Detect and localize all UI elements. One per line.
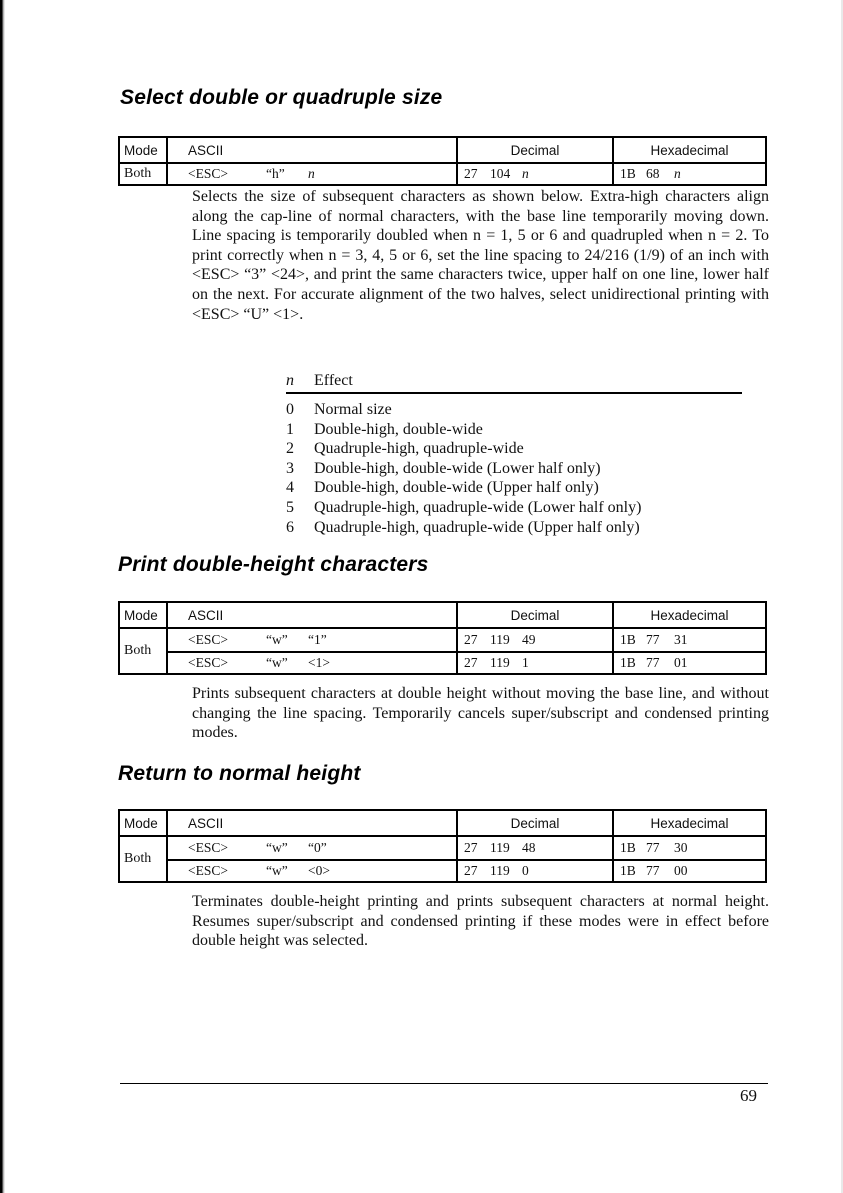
header-ascii: ASCII bbox=[166, 811, 456, 835]
ascii-cell bbox=[166, 629, 456, 651]
effect-row bbox=[286, 459, 742, 479]
effect-list bbox=[286, 400, 742, 537]
decimal-cell bbox=[456, 629, 612, 651]
hex-cell bbox=[612, 861, 765, 881]
header-decimal: Decimal bbox=[456, 603, 612, 627]
ascii-cell bbox=[166, 861, 456, 881]
effect-n: 6 bbox=[286, 518, 294, 536]
table-row bbox=[120, 162, 765, 184]
effect-n: 3 bbox=[286, 459, 294, 477]
table-header-row bbox=[120, 603, 765, 627]
ascii-token: “0” bbox=[308, 840, 327, 855]
header-mode: Mode bbox=[124, 142, 158, 158]
mode-cell: Both bbox=[124, 166, 152, 181]
description-normal-height: Terminates double-height printing and prints subsequent characters at normal height. Resumes super/subscript and condensed printing if these modes were in effect before double height was selected. bbox=[192, 893, 769, 950]
decimal-cell bbox=[456, 653, 612, 673]
table-row bbox=[166, 837, 765, 859]
decimal-token: 104 bbox=[490, 166, 511, 181]
decimal-token: 27 bbox=[464, 632, 478, 647]
hex-token: 1B bbox=[620, 632, 636, 647]
hex-cell bbox=[612, 837, 765, 859]
decimal-token: 49 bbox=[522, 632, 536, 647]
effect-text: Quadruple-high, quadruple-wide (Lower half only) bbox=[314, 498, 642, 516]
effect-n: 5 bbox=[286, 498, 294, 516]
section-heading-size: Select double or quadruple size bbox=[120, 86, 443, 109]
effect-n: 2 bbox=[286, 440, 294, 458]
ascii-token: “h” bbox=[266, 166, 285, 181]
header-mode: Mode bbox=[124, 607, 158, 623]
decimal-cell bbox=[456, 861, 612, 881]
decimal-token: 119 bbox=[490, 655, 510, 670]
effect-n: 1 bbox=[286, 420, 294, 438]
effect-row bbox=[286, 420, 742, 440]
ascii-cell bbox=[166, 837, 456, 859]
ascii-token: n bbox=[308, 166, 315, 181]
effect-table bbox=[286, 372, 742, 537]
effect-header-n: n bbox=[286, 372, 294, 389]
scan-edge bbox=[0, 0, 5, 1193]
ascii-cell bbox=[166, 653, 456, 673]
hex-token: 1B bbox=[620, 655, 636, 670]
ascii-token: <ESC> bbox=[188, 840, 228, 855]
hex-token: 1B bbox=[620, 166, 636, 181]
hex-token: 77 bbox=[646, 632, 660, 647]
hex-token: 1B bbox=[620, 840, 636, 855]
decimal-token: n bbox=[522, 166, 529, 181]
command-table-double-height bbox=[118, 601, 767, 675]
effect-table-header bbox=[286, 372, 742, 394]
ascii-token: “w” bbox=[266, 655, 288, 670]
ascii-token: “w” bbox=[266, 863, 288, 878]
effect-row bbox=[286, 498, 742, 518]
table-body bbox=[120, 627, 765, 673]
table-rows bbox=[166, 629, 765, 673]
header-hexadecimal: Hexadecimal bbox=[612, 138, 765, 162]
hex-token: 31 bbox=[674, 632, 688, 647]
ascii-token: <ESC> bbox=[188, 863, 228, 878]
mode-cell: Both bbox=[124, 851, 152, 866]
page-number: 69 bbox=[740, 1086, 757, 1105]
table-row bbox=[166, 629, 765, 651]
effect-row bbox=[286, 400, 742, 420]
header-hexadecimal: Hexadecimal bbox=[612, 603, 765, 627]
section-heading-normal-height: Return to normal height bbox=[118, 762, 361, 785]
decimal-token: 1 bbox=[522, 655, 529, 670]
command-table-normal-height bbox=[118, 809, 767, 883]
table-row bbox=[166, 651, 765, 673]
decimal-cell bbox=[456, 164, 612, 184]
hex-token: 77 bbox=[646, 840, 660, 855]
header-mode: Mode bbox=[124, 815, 158, 831]
effect-row bbox=[286, 478, 742, 498]
table-rows bbox=[166, 837, 765, 881]
decimal-token: 27 bbox=[464, 655, 478, 670]
description-double-height: Prints subsequent characters at double height without moving the base line, and without changing the line spacing. Temporarily cancels super/subscript and condensed printing modes. bbox=[192, 685, 769, 742]
ascii-token: <ESC> bbox=[188, 632, 228, 647]
hex-token: 00 bbox=[674, 863, 688, 878]
hex-cell bbox=[612, 629, 765, 651]
header-ascii: ASCII bbox=[166, 138, 456, 162]
hex-token: n bbox=[674, 166, 681, 181]
effect-text: Double-high, double-wide (Lower half only) bbox=[314, 459, 601, 477]
effect-text: Quadruple-high, quadruple-wide bbox=[314, 440, 524, 458]
header-decimal: Decimal bbox=[456, 138, 612, 162]
ascii-cell bbox=[166, 164, 456, 184]
table-header-row bbox=[120, 811, 765, 835]
effect-text: Normal size bbox=[314, 401, 392, 418]
header-hexadecimal: Hexadecimal bbox=[612, 811, 765, 835]
effect-row bbox=[286, 518, 742, 538]
decimal-token: 119 bbox=[490, 863, 510, 878]
effect-text: Quadruple-high, quadruple-wide (Upper half only) bbox=[314, 518, 640, 536]
effect-text: Double-high, double-wide (Upper half only) bbox=[314, 479, 599, 497]
hex-token: 77 bbox=[646, 655, 660, 670]
header-ascii: ASCII bbox=[166, 603, 456, 627]
ascii-token: “1” bbox=[308, 632, 327, 647]
section-heading-double-height: Print double-height characters bbox=[118, 553, 429, 576]
ascii-token: “w” bbox=[266, 632, 288, 647]
effect-row bbox=[286, 439, 742, 459]
decimal-token: 27 bbox=[464, 166, 478, 181]
command-table-size bbox=[118, 136, 767, 186]
footer-rule bbox=[120, 1083, 768, 1084]
decimal-token: 0 bbox=[522, 863, 529, 878]
hex-cell bbox=[612, 164, 765, 184]
hex-token: 1B bbox=[620, 863, 636, 878]
decimal-cell bbox=[456, 837, 612, 859]
table-body bbox=[120, 835, 765, 881]
ascii-token: <ESC> bbox=[188, 166, 228, 181]
header-decimal: Decimal bbox=[456, 811, 612, 835]
hex-token: 01 bbox=[674, 655, 688, 670]
hex-token: 77 bbox=[646, 863, 660, 878]
decimal-token: 27 bbox=[464, 863, 478, 878]
ascii-token: “w” bbox=[266, 840, 288, 855]
hex-token: 68 bbox=[646, 166, 660, 181]
effect-text: Double-high, double-wide bbox=[314, 420, 483, 438]
decimal-token: 119 bbox=[490, 840, 510, 855]
effect-n: 4 bbox=[286, 479, 294, 497]
decimal-token: 27 bbox=[464, 840, 478, 855]
table-header-row bbox=[120, 138, 765, 162]
hex-token: 30 bbox=[674, 840, 688, 855]
mode-cell: Both bbox=[124, 643, 152, 658]
effect-header-effect: Effect bbox=[314, 372, 353, 389]
ascii-token: <1> bbox=[308, 655, 330, 670]
table-row bbox=[166, 859, 765, 881]
hex-cell bbox=[612, 653, 765, 673]
decimal-token: 48 bbox=[522, 840, 536, 855]
decimal-token: 119 bbox=[490, 632, 510, 647]
description-size: Selects the size of subsequent characters as shown below. Extra-high characters align along the cap-line of normal characters, with the base line temporarily moving down. Line spacing is temporarily doubled when n = 1, 5 or 6 and quadrupled when n = 2. To print correctly when n = 3, 4, 5 or 6, set the line spacing to 24/216 (1/9) of an inch with <ESC> “3” <24>, and print the same characters twice, upper half on one line, lower half on the next. For accurate alignment of the two halves, select unidirectional printing with <ESC> “U” <1>. bbox=[192, 188, 769, 323]
ascii-token: <ESC> bbox=[188, 655, 228, 670]
effect-n: 0 bbox=[286, 401, 294, 418]
ascii-token: <0> bbox=[308, 863, 330, 878]
